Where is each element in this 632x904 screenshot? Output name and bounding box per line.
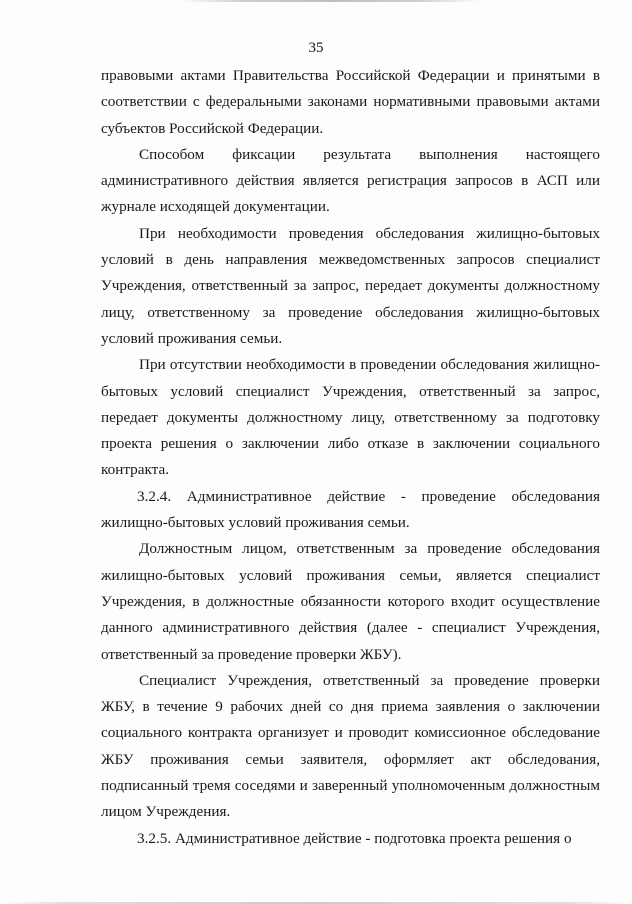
document-body bbox=[101, 63, 600, 852]
paragraph-inspection-not-needed: При отсутствии необходимости в проведении обследования жилищно-бытовых условий специалист Учреждения, ответственный за запрос, передает документы должностному лицу, ответственному за подготовку проекта решения о заключении либо отказе в заключении социального контракта. bbox=[101, 356, 600, 479]
scan-top-edge bbox=[180, 0, 480, 2]
paragraph-fixation-method: Способом фиксации результата выполнения настоящего административного действия является регистрация запросов в АСП или журнале исходящей документации. bbox=[101, 145, 600, 216]
paragraph-regulations-end: правовыми актами Правительства Российской Федерации и принятыми в соответствии с федеральными законами нормативными правовыми актами субъектов Российской Федерации. bbox=[101, 67, 600, 137]
section-3-2-4-heading: 3.2.4. Административное действие - проведение обследования жилищно-бытовых условий проживания семьи. bbox=[101, 487, 600, 532]
section-3-2-5-heading: 3.2.5. Административное действие - подготовка проекта решения о bbox=[137, 829, 572, 847]
paragraph-inspection-needed: При необходимости проведения обследования жилищно-бытовых условий в день направления межведомственных запросов специалист Учреждения, ответственный за запрос, передает документы должностному лицу, ответственному за проведение обследования жилищно-бытовых условий проживания семьи. bbox=[101, 224, 600, 347]
page-number: 35 bbox=[308, 40, 324, 56]
paragraph-responsible-official: Должностным лицом, ответственным за проведение обследования жилищно-бытовых условий проживания семьи, является специалист Учреждения, в должностные обязанности которого входит осуществление данного административного действия (далее - специалист Учреждения, ответственный за проведение проверки ЖБУ). bbox=[101, 540, 600, 663]
paragraph-inspection-procedure: Специалист Учреждения, ответственный за проведение проверки ЖБУ, в течение 9 рабочих дней со дня приема заявления о заключении социального контракта организует и проводит комиссионное обследование ЖБУ проживания семьи заявителя, оформляет акт обследования, подписанный тремя соседями и заверенный уполномоченным должностным лицом Учреждения. bbox=[101, 671, 600, 821]
